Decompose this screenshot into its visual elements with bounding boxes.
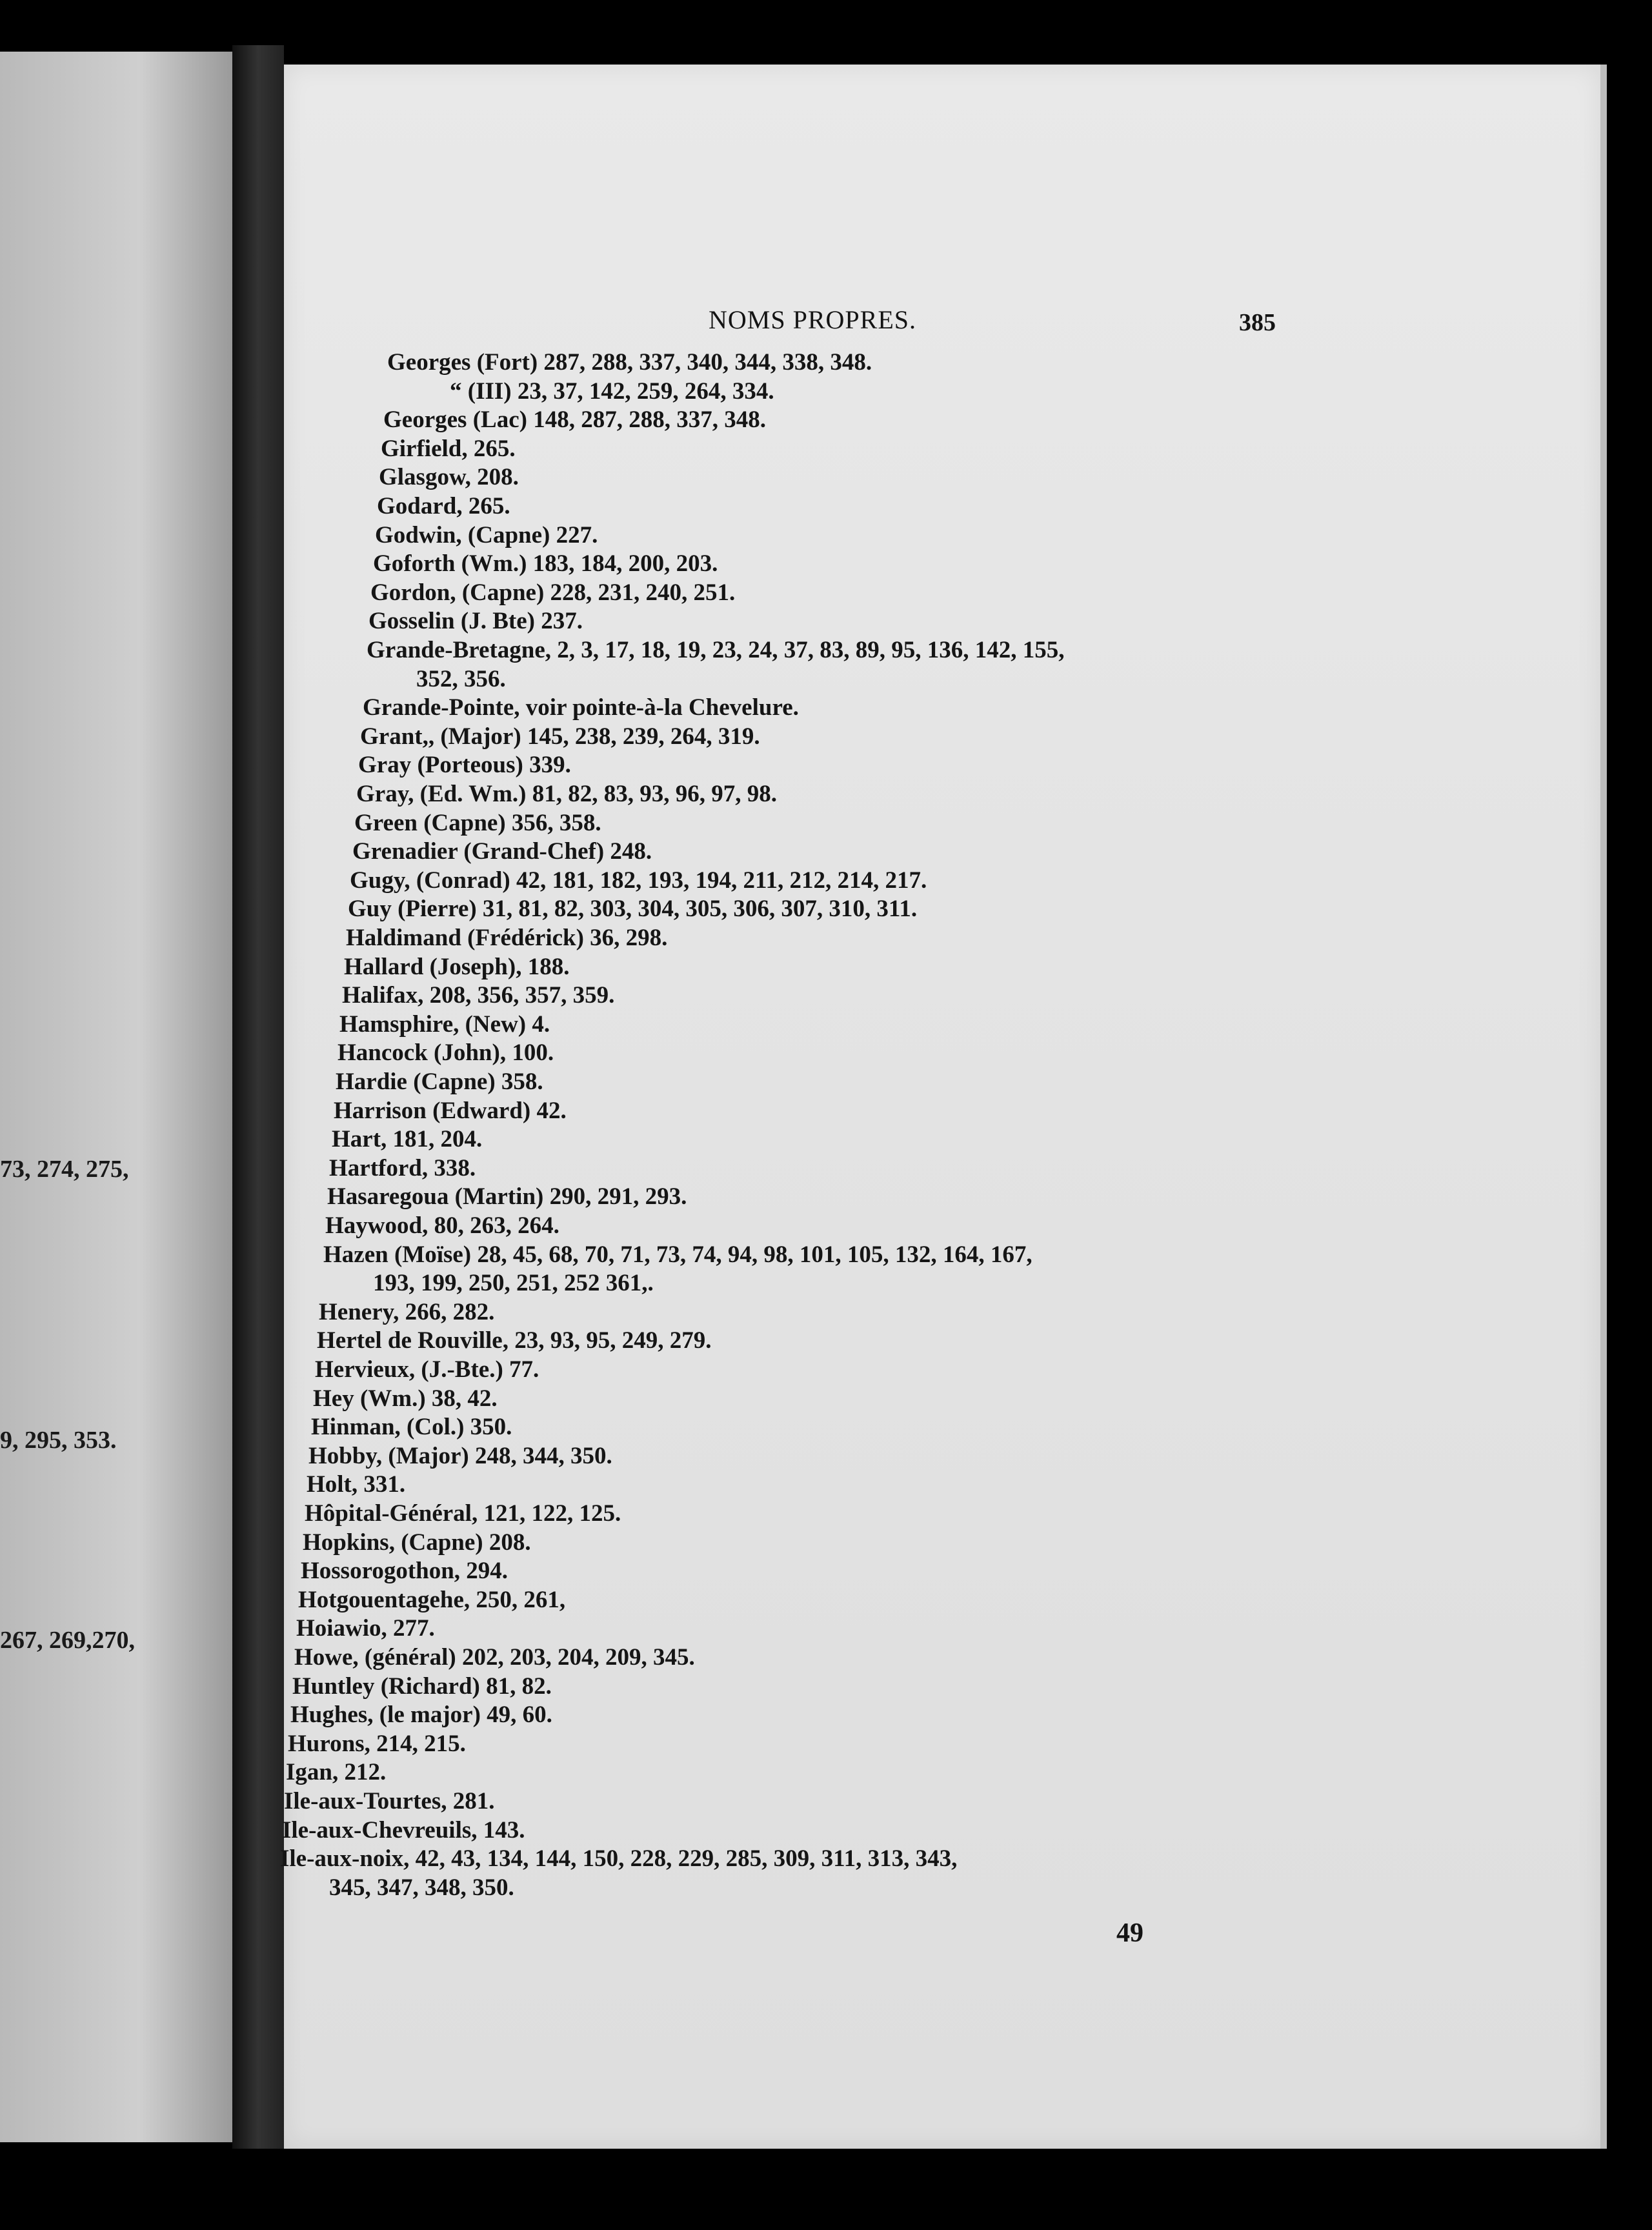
signature-mark: 49 [1116,1918,1143,1948]
index-entry: Hughes, (le major) 49, 60. [290,1702,552,1728]
index-entry: Hazen (Moïse) 28, 45, 68, 70, 71, 73, 74, 94, 98, 101, 105, 132, 164, 167, [323,1241,1032,1268]
index-entry: Hartford, 338. [329,1155,476,1181]
index-entry: Gray, (Ed. Wm.) 81, 82, 83, 93, 96, 97, 98. [356,781,777,807]
index-entry: Hardie (Capne) 358. [336,1069,543,1095]
index-entry: Georges (Fort) 287, 288, 337, 340, 344, 338, 348. [387,349,872,376]
index-entry: Ile-aux-Tourtes, 281. [284,1788,495,1814]
index-entry: Hallard (Joseph), 188. [344,954,570,980]
page-number: 385 [1239,309,1276,336]
book-page [280,65,1607,2149]
index-entry: “ (III) 23, 37, 142, 259, 264, 334. [450,378,774,405]
index-entry: Igan, 212. [286,1759,387,1785]
index-entry: Hobby, (Major) 248, 344, 350. [308,1443,612,1469]
index-entry: Grenadier (Grand-Chef) 248. [352,838,652,865]
index-entry: 193, 199, 250, 251, 252 361,. [373,1270,654,1296]
index-entry: Hey (Wm.) 38, 42. [313,1385,498,1412]
index-entry: Harrison (Edward) 42. [334,1098,567,1124]
previous-page-text-fragment: 9, 295, 353. [0,1427,117,1454]
index-entry: 352, 356. [416,666,506,692]
previous-page-text-fragment: 267, 269,270, [0,1627,135,1654]
index-entry: Grande-Bretagne, 2, 3, 17, 18, 19, 23, 24, 37, 83, 89, 95, 136, 142, 155, [367,637,1065,663]
index-entry: 345, 347, 348, 350. [329,1874,514,1901]
index-entry: Hinman, (Col.) 350. [311,1414,512,1440]
index-entry: Gosselin (J. Bte) 237. [368,608,583,634]
index-entry: Hamsphire, (New) 4. [339,1011,550,1038]
index-entry: Girfield, 265. [381,436,516,462]
index-entry: Gray (Porteous) 339. [358,752,571,778]
index-entry: Hasaregoua (Martin) 290, 291, 293. [327,1183,687,1210]
index-entry: Gordon, (Capne) 228, 231, 240, 251. [370,579,736,606]
index-entry: Grant,, (Major) 145, 238, 239, 264, 319. [360,723,760,750]
index-entry: Goforth (Wm.) 183, 184, 200, 203. [373,550,718,577]
previous-page-edge [0,52,232,2142]
index-entry: Glasgow, 208. [379,464,519,490]
index-entry: Grande-Pointe, voir pointe-à-la Chevelure. [363,694,799,721]
index-entry: Hopkins, (Capne) 208. [303,1529,531,1556]
index-entry: Green (Capne) 356, 358. [354,810,601,836]
index-entry: Hart, 181, 204. [332,1126,483,1152]
running-head [284,305,1600,341]
index-entry: Godard, 265. [377,493,510,519]
index-entry: Holt, 331. [307,1471,406,1498]
index-entry: Guy (Pierre) 31, 81, 82, 303, 304, 305, 306, 307, 310, 311. [348,896,918,922]
index-entry: Haldimand (Frédérick) 36, 298. [346,925,668,951]
index-entry: Hertel de Rouville, 23, 93, 95, 249, 279. [317,1327,712,1354]
index-entry: Gugy, (Conrad) 42, 181, 182, 193, 194, 211, 212, 214, 217. [350,867,927,894]
previous-page-text-fragment: 73, 274, 275, [0,1156,129,1183]
index-entry: Hervieux, (J.-Bte.) 77. [315,1356,539,1383]
index-entry: Hoiawio, 277. [296,1615,435,1642]
index-entry: Hôpital-Général, 121, 122, 125. [305,1500,621,1527]
index-entry: Huntley (Richard) 81, 82. [292,1673,552,1700]
index-entry: Hotgouentagehe, 250, 261, [298,1587,566,1613]
index-entry: Halifax, 208, 356, 357, 359. [342,982,615,1009]
book-gutter [232,45,284,2149]
index-entry: Howe, (général) 202, 203, 204, 209, 345. [294,1644,695,1671]
index-entry: Haywood, 80, 263, 264. [325,1212,559,1239]
index-entry: Hurons, 214, 215. [288,1731,466,1757]
index-entry: Hancock (John), 100. [337,1040,554,1066]
index-entry: Ile-aux-noix, 42, 43, 134, 144, 150, 228, 229, 285, 309, 311, 313, 343, [280,1845,958,1872]
running-head-title: NOMS PROPRES. [709,305,917,334]
index-entry: Godwin, (Capne) 227. [375,522,598,548]
index-entry: Henery, 266, 282. [319,1299,495,1325]
index-entry: Ile-aux-Chevreuils, 143. [282,1817,525,1843]
index-entry: Hossorogothon, 294. [301,1558,509,1584]
index-entry: Georges (Lac) 148, 287, 288, 337, 348. [383,407,766,433]
